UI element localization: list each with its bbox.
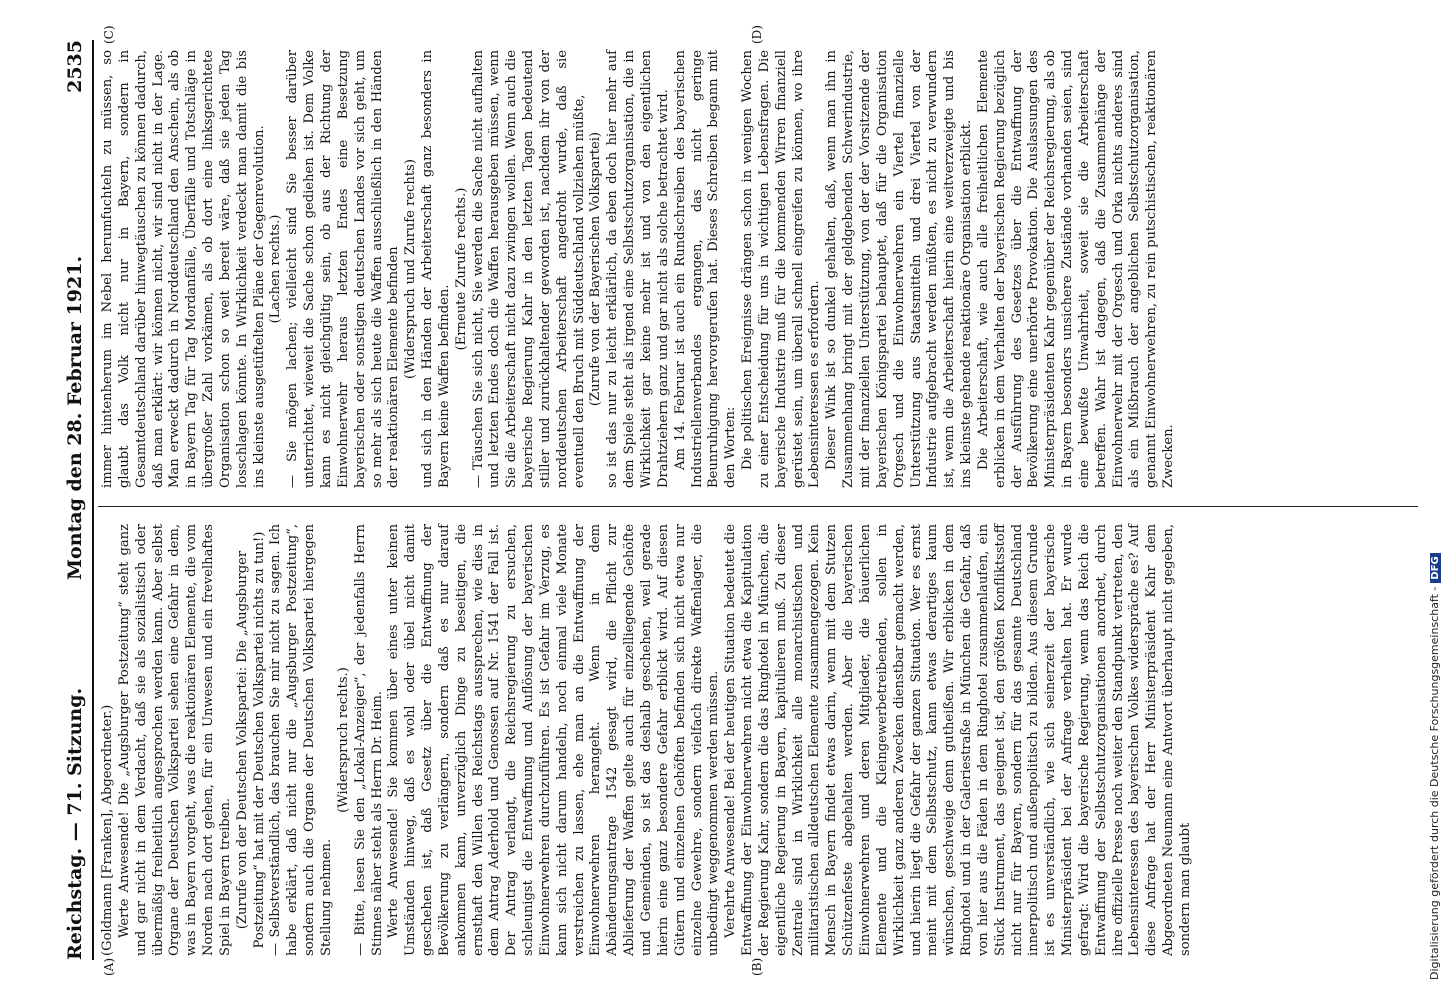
paragraph: und sich in den Händen der Arbeiterschaft ganz besonders in Bayern keine Waffen befinden. bbox=[420, 50, 452, 488]
paragraph: Dieser Wink ist so dunkel gehalten, daß, wenn man ihn in Zusammenhang bringt mit der geldgebenden Schwerindustrie, mit der finanziellen Unterstützung, von der der Vorsitzende der bayerischen Königspartei behauptet, daß für die Organisation Orgesch und die Einwohnerwehren ein Viertel finanzielle Unterstützung aus Staatsmitteln und drei Viertel von der Industrie aufgebracht werden müßten, es nicht zu verwundern ist, wenn die Arbeiterschaft hierin eine weitverzweigte und bis ins kleinste gehende reaktionäre Organisation erblickt. bbox=[824, 50, 975, 488]
paragraph: Verehrte Anwesende! Bei der heutigen Situation bedeutet die Entwaffnung der Einwohnerwehren nicht etwa die Kapitulation der Regierung Kahr, sondern die das Ringhotel in München, die eigentliche Regierung in Bayern, kapitulieren muß. Zu dieser Zentrale sind in Wirklichkeit alle monarchistischen und militaristischen alldeutschen Elemente zusammengezogen. Kein Mensch in Bayern findet etwas darin, wenn mit dem Stutzen Schützenfeste abgehalten werden. Aber die bayerischen Einwohnerwehren und deren Mitglieder, die bäuerlichen Elemente und die Kleingewerbetreibenden, sollen in Wirklichkeit ganz anderen Zwecken dienstbar gemacht werden, und hierin liegt die Gefahr der ganzen Situation. Wer es ernst meint mit dem Selbstschutz, kann etwas derartiges kaum wünschen, geschweige denn gutheißen. Wir erblicken in dem Ringhotel und in der Galeriestraße in München die Gefahr, daß von hier aus die Fäden in dem Ringhotel zusammenlaufen, ein Stück Instrument, das geeignet ist, den größten Konfliktsstoff nicht nur für Bayern, sondern für das gesamte Deutschland innerpolitisch und außenpolitisch zu bilden. Aus diesem Grunde ist es unverständlich, wie sich seinerzeit der bayerische Ministerpräsident bei der Anfrage verhalten hat. Er wurde gefragt: Wird die bayerische Regierung, wenn das Reich die Entwaffnung der Selbstschutzorganisationen anordnet, durch ihre offizielle Presse noch weiter den Standpunkt vertreten, den Lebensinteressen des bayerischen Volkes widerspräche es? Auf diese Anfrage hat der Herr Ministerpräsident Kahr dem Abgeordneten Neumann eine Antwort überhaupt nicht gegeben, sondern man glaubt bbox=[723, 524, 1193, 956]
paragraph: Am 14. Februar ist auch ein Rundschreiben des bayerischen Industriellenverbandes ergangen, das nicht geringe Beunruhigung hervorgerufen hat. Dieses Schreiben begann mit den Worten: bbox=[672, 50, 739, 488]
paragraph: (Zurufe von der Deutschen Volkspartei: Die „Augsburger Postzeitung“ hat mit der Deutschen Volkspartei nichts zu tun!) bbox=[234, 531, 267, 949]
header-left: Reichstag. — 71. Sitzung. bbox=[64, 687, 86, 960]
paragraph: Die politischen Ereignisse drängen schon in wenigen Wochen zu einer Entscheidung für uns in wichtigen Lebensfragen. Die bayerische Industrie muß für die kommenden Wirren finanziell gerüstet sein, um überall schnell eingreifen zu können, wo ihre Lebensinteressen es erfordern. bbox=[740, 50, 823, 488]
page-number: 2535 bbox=[64, 40, 86, 93]
paragraph: (Lachen rechts.) bbox=[268, 214, 284, 324]
marker-d: (D) bbox=[750, 25, 764, 44]
paragraph: — Selbstverständlich, das brauchen Sie mir nicht zu sagen. Ich habe erklärt, daß nicht nur die „Augsburger Postzeitung“, sondern auch die Organe der Deutschen Volkspartei hiergegen Stellung nehmen. bbox=[268, 524, 334, 956]
column-divider bbox=[98, 506, 1418, 507]
paragraph: (Erneute Zurufe rechts.) bbox=[453, 187, 469, 351]
paragraph: Werte Anwesende! Die „Augsburger Postzeitung“ steht ganz und gar nicht in dem Verdacht, daß sie als sozialistisch oder übermäßig freiheitlich angesprochen werden kann. Aber selbst Organe der Deutschen Volkspartei sehen eine Gefahr in dem, was in Bayern vorgeht, was die reaktionären Elemente, die vom Norden nach dort gehen, für ein Unwesen und ein frevelhaftes Spiel in Bayern treiben. bbox=[116, 524, 233, 956]
paragraph: Werte Anwesende! Sie kommen über eines unter keinen Umständen hinweg, daß es wohl oder übel nicht damit geschehen ist, daß Gesetz über die Entwaffnung der Bevölkerung zu verlängern, sondern daß es nur darauf ankommen kann, unverzüglich Dinge zu beseitigen, die ernsthaft den Willen des Reichstags aussprechen, wie dies in dem Antrag Aderhold und Genossen auf Nr. 1541 der Fall ist. Der Antrag verlangt, die Reichsregierung zu ersuchen, schleunigst die Entwaffnung und Auflösung der bayerischen Einwohnerwehren durchzuführen. Es ist Gefahr im Verzug, es kann sich nicht darum handeln, noch einmal viele Monate verstreichen zu lassen, ehe man an die Entwaffnung der Einwohnerwehren herangeht. Wenn in dem Abänderungsantrage 1542 gesagt wird, die Pflicht zur Ablieferung der Waffen gelte auch für einzelliegende Gehöfte und Gemeinden, so ist das deshalb geschehen, weil gerade hierin eine ganz besondere Gefahr erblickt wird. Auf diesen Gütern und einzelnen Gehöften befinden sich nicht etwa nur einzelne Gewehre, sondern vielfach direkte Waffenlager, die unbedingt weggenommen werden müssen. bbox=[386, 524, 722, 956]
credit-text: Digitalisierung gefördert durch die Deutsche Forschungsgemeinschaft - bbox=[1428, 586, 1441, 980]
paragraph: (Widerspruch rechts.) bbox=[335, 667, 351, 813]
paragraph: (Widerspruch und Zurufe rechts) bbox=[403, 159, 419, 379]
marker-a: (A) bbox=[102, 957, 116, 976]
digitization-credit bbox=[1408, 10, 1441, 990]
paragraph: Die Arbeiterschaft, wie auch alle freiheitlichen Elemente erblicken in dem Verhalten der bayerischen Regierung bezüglich der Ausführung des Gesetzes über die Entwaffnung der Bevölkerung eine unerhörte Provokation. Die Auslassungen des Ministerpräsidenten Kahr gegenüber der Reichsregierung, als ob in Bayern besonders unsichere Zustände vorhanden seien, sind eine bewußte Unwahrheit, soweit sie die Arbeiterschaft betreffen. Wahr ist dagegen, daß die Zusammenhänge der Einwohnerwehr mit der Orgesch und Orka nichts anderes sind als ein Mißbrauch der angeblichen Selbstschutzorganisation, genannt Einwohnerwehren, zu rein putschistischen, reaktionären Zwecken. bbox=[975, 50, 1177, 488]
left-column bbox=[100, 524, 1425, 956]
paragraph: — Täuschen Sie sich nicht, Sie werden die Sache nicht aufhalten und letzten Endes doch die Waffen herausgeben müssen, wenn Sie die Arbeiterschaft nicht dazu zwingen wollen. Wenn auch die bayerische Regierung Kahr in den letzten Tagen bedeutend stiller und zurückhaltender geworden ist, nachdem ihr von der norddeutschen Arbeiterschaft angedroht wurde, daß sie eventuell den Bruch mit Süddeutschland vollziehen müßte, bbox=[470, 50, 587, 488]
page-header bbox=[58, 40, 94, 960]
paragraph: so ist das nur zu leicht erklärlich, da eben doch hier mehr auf dem Spiele steht als irgend eine Selbstschutzorganisation, die in Wirklichkeit gar keine mehr ist und von den eigentlichen Drahtziehern ganz und gar nicht als solche betrachtet wird. bbox=[605, 50, 671, 488]
paragraph: — Bitte, lesen Sie den „Lokal-Anzeiger“, der jedenfalls Herrn Stinnes näher steht als Herrn Dr. Heim. bbox=[352, 524, 385, 956]
rotated-page bbox=[40, 20, 1440, 980]
paragraph: immer hintenherum im Nebel herumfuchteln zu müssen, so glaubt das Volk nicht nur in Bayern, sondern in Gesamtdeutschland darüber hinwegtäuschen zu können dadurch, daß man erklärt: wir können nicht, wir sind nicht in der Lage. Man erweckt dadurch in Norddeutschland den Anschein, als ob in Bayern Tag für Tag Mordanfälle, Überfälle und Totschläge in übergroßer Zahl vorkämen, als ob dort eine linksgerichtete Organisation schon so weit bereit wäre, daß sie jeden Tag losschlagen könnte. In Wirklichkeit verdeckt man damit die bis ins kleinste ausgetüftelten Pläne der Gegenrevolution. bbox=[100, 50, 267, 488]
paragraph: — Sie mögen lachen; vielleicht sind Sie besser darüber unterrichtet, wieweit die Sache schon gediehen ist. Dem Volke kann es nicht gleichgültig sein, ob aus der Richtung der Einwohnerwehr heraus letzten Endes eine Besetzung bayerischen oder sonstigen deutschen Landes vor sich geht, um so mehr als sich heute die Waffen ausschließlich in den Händen der reaktionären Elemente befinden bbox=[285, 50, 402, 488]
paragraph: (Goldmann [Franken], Abgeordneter.) bbox=[100, 704, 115, 956]
marker-b: (B) bbox=[750, 957, 764, 976]
paragraph: (Zurufe von der Bayerischen Volkspartei) bbox=[588, 131, 604, 407]
header-date: Montag den 28. Februar 1921. bbox=[64, 255, 86, 580]
marker-c: (C) bbox=[102, 25, 116, 44]
right-column bbox=[100, 50, 1425, 488]
dfg-logo: DFG bbox=[1430, 553, 1441, 582]
